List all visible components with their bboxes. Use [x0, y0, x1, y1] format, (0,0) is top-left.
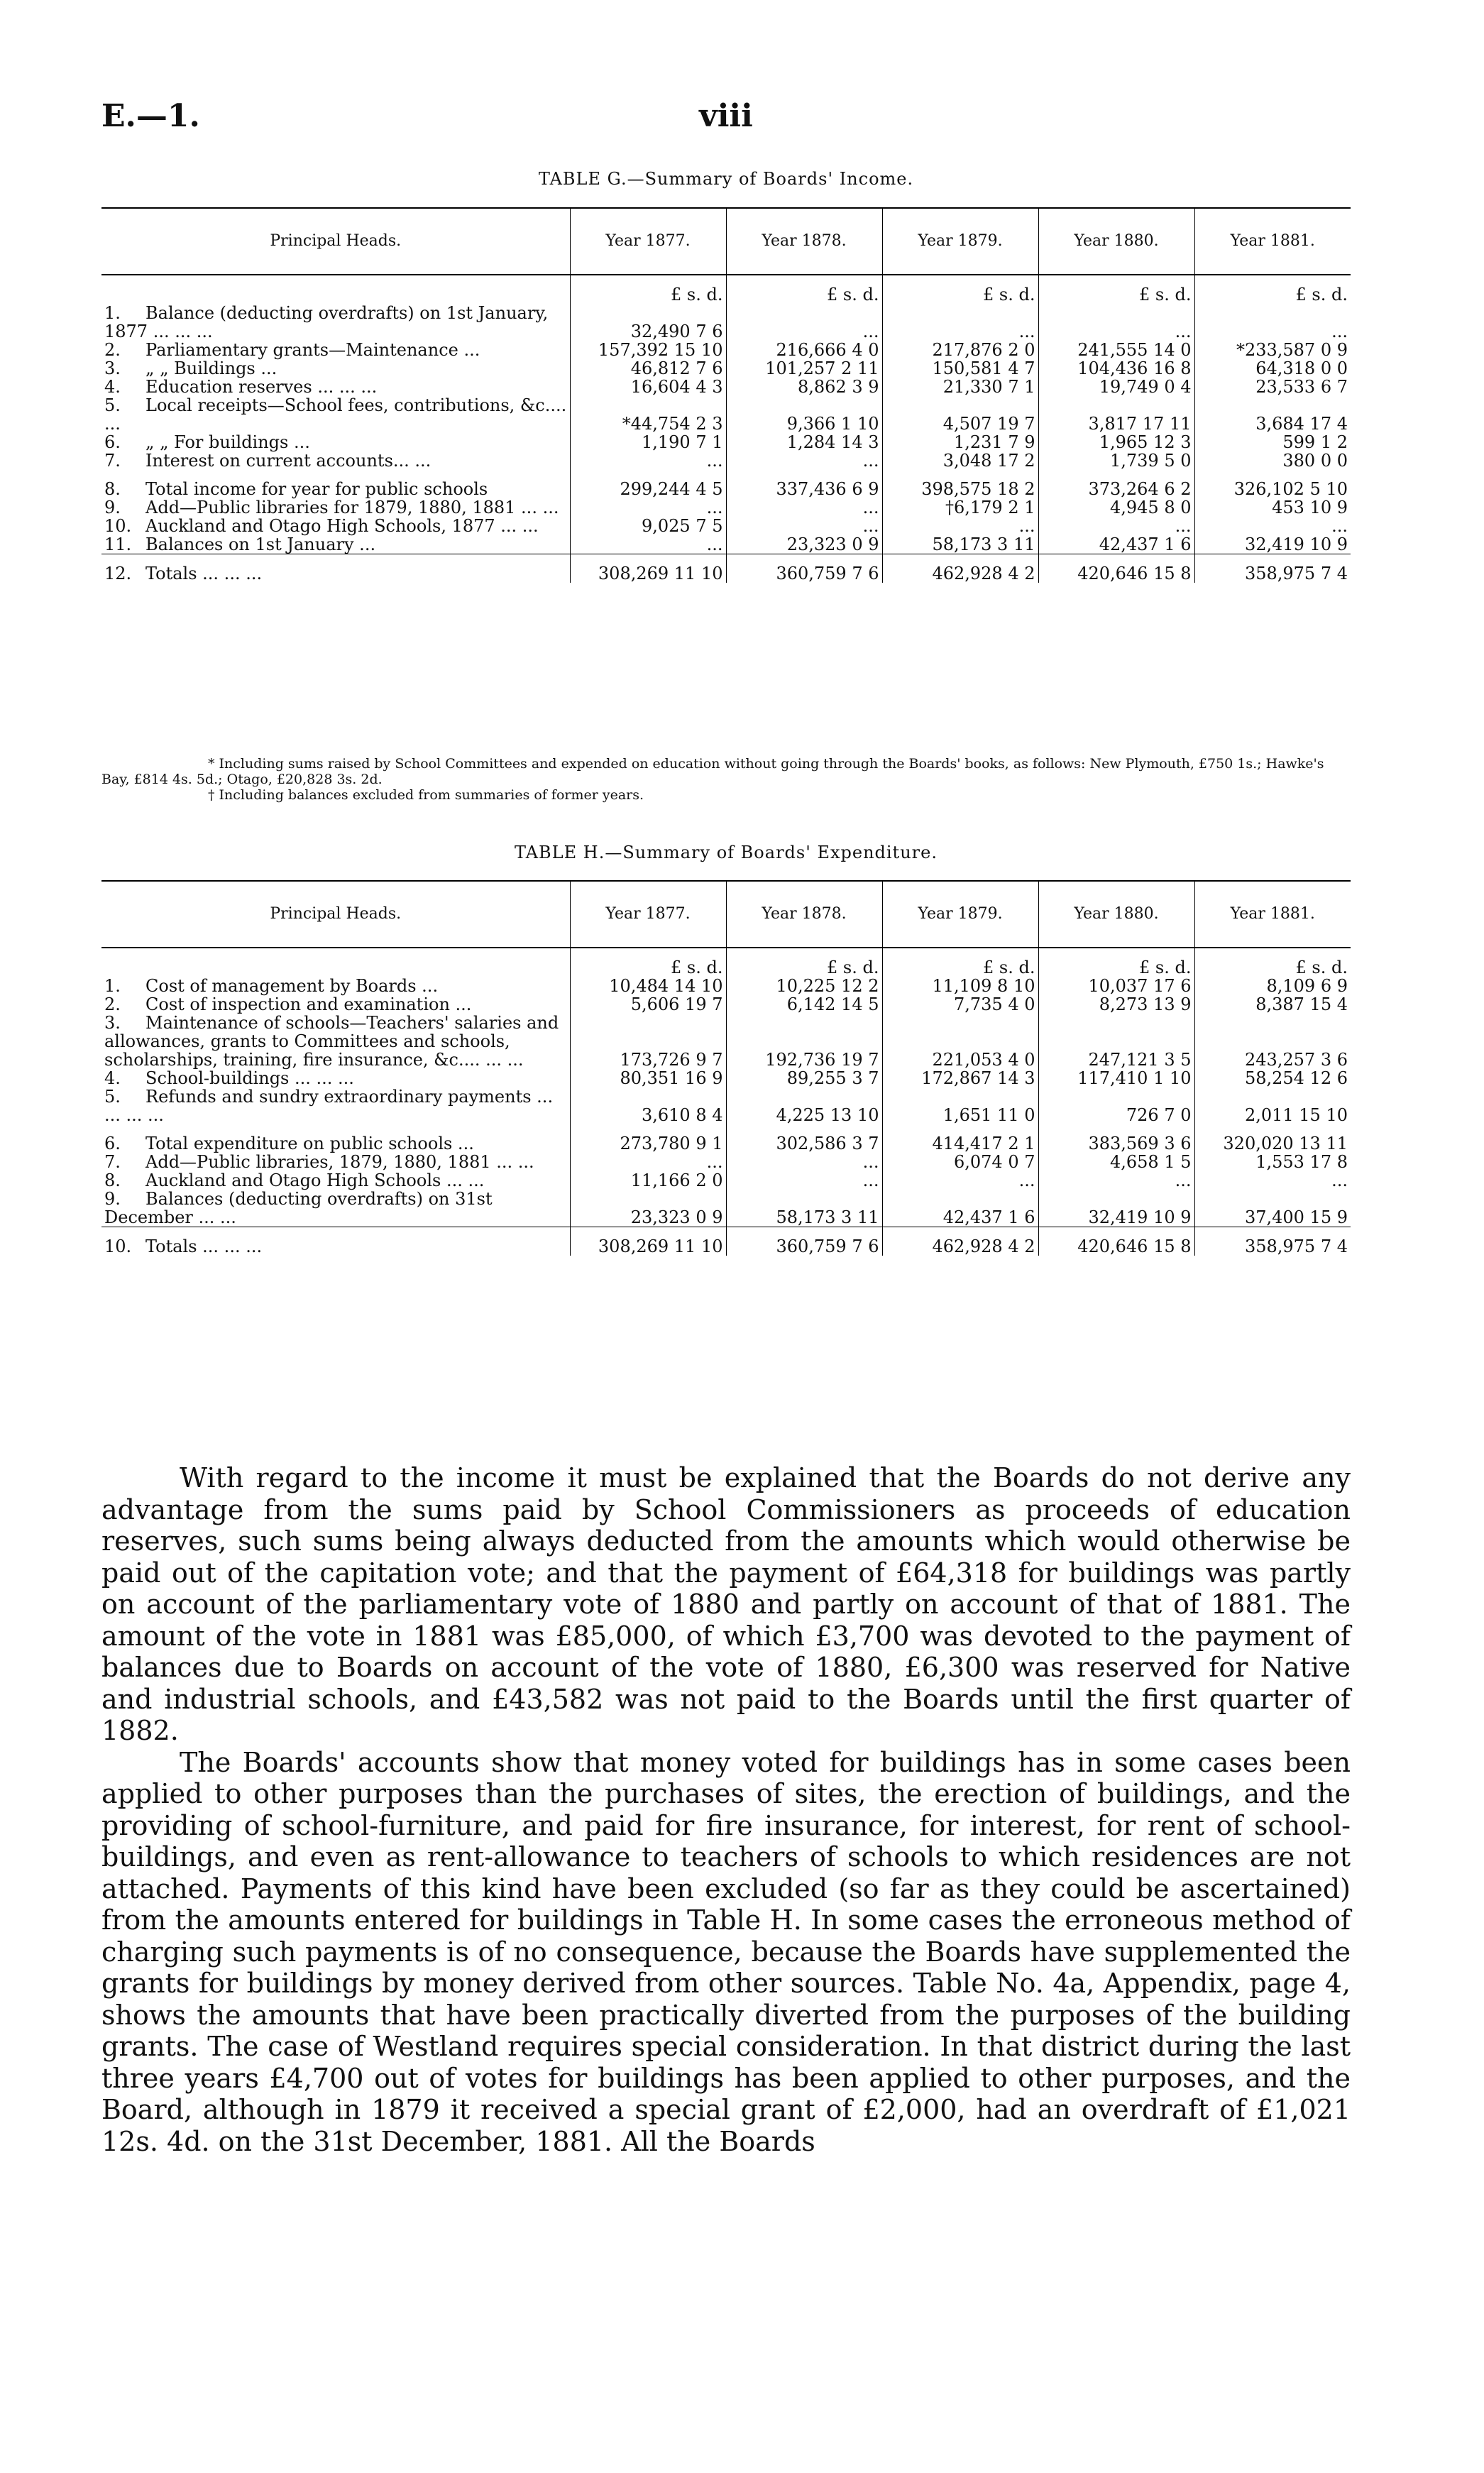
unit-label: £ s. d.: [726, 958, 882, 977]
table-row: [101, 1153, 1351, 1171]
cell: 3,684 17 4: [1194, 396, 1351, 433]
body-text: [101, 1462, 1351, 2157]
table-g: [101, 207, 1351, 583]
cell: 172,867 14 3: [882, 1069, 1038, 1087]
cell: 58,173 3 11: [726, 1190, 882, 1227]
cell: 217,876 2 0: [882, 341, 1038, 359]
table-row: [101, 1087, 1351, 1124]
page-number: viii: [699, 98, 753, 134]
cell: 243,257 3 6: [1194, 1014, 1351, 1069]
unit-label: £ s. d.: [1038, 958, 1194, 977]
paragraph: The Boards' accounts show that money voted for buildings has in some cases been applied to other purposes than the purchases of sites, the erection of buildings, and the providing of school-furniture, and paid for fire insurance, for interest, for rent of school-buildings, and even as rent-allowance to teachers of schools to which residences are not attached. Payments of this kind have been excluded (so far as they could be ascertained) from the amounts entered for buildings in Table H. In some cases the erroneous method of charging such payments is of no consequence, because the Boards have supplemented the grants for buildings by money derived from other sources. Table No. 4a, Appendix, page 4, shows the amounts that have been practically diverted from the purposes of the building grants. The case of Westland requires special consideration. In that district during the last three years £4,700 out of votes for buildings has been applied to other purposes, and the Board, although in 1879 it received a special grant of £2,000, had an overdraft of £1,021 12s. 4d. on the 31st December, 1881. All the Boards: [101, 1746, 1351, 2157]
cell: 4,658 1 5: [1038, 1153, 1194, 1171]
table-row: [101, 359, 1351, 378]
cell: 1,231 7 9: [882, 433, 1038, 451]
cell: 21,330 7 1: [882, 378, 1038, 396]
cell: ...: [570, 535, 726, 554]
cell: 1,739 5 0: [1038, 451, 1194, 470]
cell: 3,048 17 2: [882, 451, 1038, 470]
totals-row: [101, 1227, 1351, 1256]
cell: 10,225 12 2: [726, 977, 882, 995]
row-number: 2.: [104, 994, 121, 1014]
unit-label: £ s. d.: [882, 285, 1038, 304]
cell: ...: [1038, 304, 1194, 341]
row-label: Balances on 1st January ...: [145, 534, 376, 554]
col-year-1881: Year 1881.: [1194, 881, 1351, 948]
table-row: [101, 451, 1351, 470]
cell: 360,759 7 6: [726, 554, 882, 583]
cell: 101,257 2 11: [726, 359, 882, 378]
cell: 157,392 15 10: [570, 341, 726, 359]
row-label: Interest on current accounts... ...: [145, 451, 432, 471]
cell: 42,437 1 6: [1038, 535, 1194, 554]
row-number: 8.: [104, 1170, 121, 1190]
row-label: Auckland and Otago High Schools ... ...: [145, 1170, 485, 1190]
row-label: „ „ Buildings ...: [145, 358, 277, 378]
cell: 150,581 4 7: [882, 359, 1038, 378]
cell: 58,254 12 6: [1194, 1069, 1351, 1087]
cell: 3,610 8 4: [570, 1087, 726, 1124]
cell: 398,575 18 2: [882, 480, 1038, 498]
table-h: [101, 880, 1351, 1256]
cell: 23,323 0 9: [570, 1190, 726, 1227]
cell: 5,606 19 7: [570, 995, 726, 1014]
cell: ...: [726, 517, 882, 535]
table-row: [101, 341, 1351, 359]
cell: 6,142 14 5: [726, 995, 882, 1014]
table-row: [101, 977, 1351, 995]
cell: 58,173 3 11: [882, 535, 1038, 554]
row-number: 6.: [104, 1134, 121, 1153]
cell: ...: [570, 1153, 726, 1171]
row-number: 2.: [104, 340, 121, 360]
cell: 1,651 11 0: [882, 1087, 1038, 1124]
row-label: School-buildings ... ... ...: [145, 1068, 354, 1088]
row-number: 6.: [104, 432, 121, 452]
row-label: „ „ For buildings ...: [145, 432, 310, 452]
cell: 1,190 7 1: [570, 433, 726, 451]
row-number: 7.: [104, 451, 121, 471]
cell: ...: [882, 517, 1038, 535]
table-row: [101, 396, 1351, 433]
unit-label: £ s. d.: [1194, 958, 1351, 977]
table-row: [101, 517, 1351, 535]
row-number: 5.: [104, 395, 121, 415]
cell: 1,284 14 3: [726, 433, 882, 451]
row-label: Add—Public libraries for 1879, 1880, 1881 ... ...: [145, 498, 559, 517]
unit-label: £ s. d.: [1038, 285, 1194, 304]
row-label: Refunds and sundry extraordinary payments ... ... ... ...: [104, 1087, 554, 1125]
cell: 273,780 9 1: [570, 1134, 726, 1153]
cell: 10,484 14 10: [570, 977, 726, 995]
table-row: [101, 480, 1351, 498]
col-year-1880: Year 1880.: [1038, 208, 1194, 275]
cell: 32,419 10 9: [1038, 1190, 1194, 1227]
cell: 299,244 4 5: [570, 480, 726, 498]
cell: 380 0 0: [1194, 451, 1351, 470]
row-label: Add—Public libraries, 1879, 1880, 1881 ... ...: [145, 1152, 534, 1172]
col-principal-heads: Principal Heads.: [101, 881, 570, 948]
row-label: Total expenditure on public schools ...: [145, 1134, 474, 1153]
cell: ...: [726, 1171, 882, 1190]
row-number: 5.: [104, 1087, 121, 1107]
row-label: Education reserves ... ... ...: [145, 377, 378, 397]
table-h-header-row: [101, 881, 1351, 948]
row-label: Cost of inspection and examination ...: [145, 994, 472, 1014]
cell: 320,020 13 11: [1194, 1134, 1351, 1153]
cell: 302,586 3 7: [726, 1134, 882, 1153]
cell: 9,366 1 10: [726, 396, 882, 433]
unit-label: £ s. d.: [882, 958, 1038, 977]
cell: ...: [1038, 1171, 1194, 1190]
row-number: 3.: [104, 358, 121, 378]
table-row: [101, 535, 1351, 554]
cell: ...: [1194, 517, 1351, 535]
table-g-footnotes: [101, 756, 1351, 803]
paragraph: With regard to the income it must be explained that the Boards do not derive any advantage from the sums paid by School Commissioners as proceeds of education reserves, such sums being always deducted from the amounts which would otherwise be paid out of the capitation vote; and that the payment of £64,318 for buildings was partly on account of the parliamentary vote of 1880 and partly on account of that of 1881. The amount of the vote in 1881 was £85,000, of which £3,700 was devoted to the payment of balances due to Boards on account of the vote of 1880, £6,300 was reserved for Native and industrial schools, and £43,582 was not paid to the Boards until the first quarter of 1882.: [101, 1462, 1351, 1746]
cell: 247,121 3 5: [1038, 1014, 1194, 1069]
cell: 216,666 4 0: [726, 341, 882, 359]
table-g-title: TABLE G.—Summary of Boards' Income.: [538, 169, 914, 189]
cell: ...: [726, 451, 882, 470]
cell: ...: [882, 1171, 1038, 1190]
cell: 23,533 6 7: [1194, 378, 1351, 396]
cell: 8,387 15 4: [1194, 995, 1351, 1014]
cell: ...: [726, 1153, 882, 1171]
row-number: 1.: [104, 976, 121, 996]
unit-row: [101, 958, 1351, 977]
cell: 6,074 0 7: [882, 1153, 1038, 1171]
cell: *233,587 0 9: [1194, 341, 1351, 359]
table-h-title: TABLE H.—Summary of Boards' Expenditure.: [515, 843, 938, 862]
unit-label: £ s. d.: [1194, 285, 1351, 304]
row-label: Totals ... ... ...: [145, 564, 263, 583]
cell: 32,490 7 6: [570, 304, 726, 341]
row-label: Maintenance of schools—Teachers' salaries and allowances, grants to Committees and schools, scholarships, training, fire insurance, &c.... ... ...: [104, 1013, 559, 1070]
row-label: Cost of management by Boards ...: [145, 976, 439, 996]
cell: 326,102 5 10: [1194, 480, 1351, 498]
cell: 414,417 2 1: [882, 1134, 1038, 1153]
col-year-1879: Year 1879.: [882, 208, 1038, 275]
cell: 462,928 4 2: [882, 554, 1038, 583]
cell: 420,646 15 8: [1038, 1227, 1194, 1256]
cell: 46,812 7 6: [570, 359, 726, 378]
row-label: Parliamentary grants—Maintenance ...: [145, 340, 480, 360]
cell: 358,975 7 4: [1194, 554, 1351, 583]
cell: 383,569 3 6: [1038, 1134, 1194, 1153]
footnote: † Including balances excluded from summaries of former years.: [208, 787, 644, 803]
cell: 221,053 4 0: [882, 1014, 1038, 1069]
cell: 453 10 9: [1194, 498, 1351, 517]
col-year-1879: Year 1879.: [882, 881, 1038, 948]
cell: 192,736 19 7: [726, 1014, 882, 1069]
cell: 104,436 16 8: [1038, 359, 1194, 378]
cell: 37,400 15 9: [1194, 1190, 1351, 1227]
unit-label: £ s. d.: [570, 285, 726, 304]
cell: 23,323 0 9: [726, 535, 882, 554]
col-year-1878: Year 1878.: [726, 881, 882, 948]
cell: ...: [570, 451, 726, 470]
row-number: 4.: [104, 1068, 121, 1088]
table-row: [101, 433, 1351, 451]
table-row: [101, 1190, 1351, 1227]
row-number: 10.: [104, 516, 132, 536]
cell: †6,179 2 1: [882, 498, 1038, 517]
col-year-1881: Year 1881.: [1194, 208, 1351, 275]
cell: 1,965 12 3: [1038, 433, 1194, 451]
cell: 241,555 14 0: [1038, 341, 1194, 359]
cell: 1,553 17 8: [1194, 1153, 1351, 1171]
cell: 420,646 15 8: [1038, 554, 1194, 583]
cell: 11,109 8 10: [882, 977, 1038, 995]
cell: ...: [882, 304, 1038, 341]
col-year-1877: Year 1877.: [570, 881, 726, 948]
cell: 360,759 7 6: [726, 1227, 882, 1256]
row-number: 9.: [104, 498, 121, 517]
row-number: 7.: [104, 1152, 121, 1172]
cell: ...: [726, 304, 882, 341]
row-number: 9.: [104, 1189, 121, 1209]
row-label: Balances (deducting overdrafts) on 31st December ... ...: [104, 1189, 493, 1227]
row-number: 8.: [104, 479, 121, 499]
cell: 7,735 4 0: [882, 995, 1038, 1014]
cell: 10,037 17 6: [1038, 977, 1194, 995]
table-row: [101, 378, 1351, 396]
cell: ...: [1194, 1171, 1351, 1190]
row-label: Balance (deducting overdrafts) on 1st January, 1877 ... ... ...: [104, 303, 549, 341]
cell: 4,507 19 7: [882, 396, 1038, 433]
unit-label: £ s. d.: [726, 285, 882, 304]
cell: 462,928 4 2: [882, 1227, 1038, 1256]
cell: *44,754 2 3: [570, 396, 726, 433]
row-label: Auckland and Otago High Schools, 1877 ... ...: [145, 516, 539, 536]
cell: 599 1 2: [1194, 433, 1351, 451]
footnote: * Including sums raised by School Committees and expended on education without going through the Boards' books, as follows: New Plymouth, £750 1s.; Hawke's Bay, £814 4s. 5d.; Otago, £20,828 3s. 2d.: [101, 756, 1324, 787]
cell: 8,273 13 9: [1038, 995, 1194, 1014]
cell: ...: [570, 498, 726, 517]
cell: 32,419 10 9: [1194, 535, 1351, 554]
row-number: 10.: [104, 1236, 132, 1256]
row-number: 1.: [104, 303, 121, 323]
cell: 308,269 11 10: [570, 554, 726, 583]
row-label: Local receipts—School fees, contributions, &c.... ...: [104, 395, 567, 434]
table-row: [101, 498, 1351, 517]
cell: ...: [726, 498, 882, 517]
col-year-1880: Year 1880.: [1038, 881, 1194, 948]
table-row: [101, 1014, 1351, 1069]
cell: 4,225 13 10: [726, 1087, 882, 1124]
row-label: Totals ... ... ...: [145, 1236, 263, 1256]
cell: 11,166 2 0: [570, 1171, 726, 1190]
cell: 308,269 11 10: [570, 1227, 726, 1256]
row-number: 4.: [104, 377, 121, 397]
cell: 373,264 6 2: [1038, 480, 1194, 498]
cell: 117,410 1 10: [1038, 1069, 1194, 1087]
cell: 16,604 4 3: [570, 378, 726, 396]
cell: 4,945 8 0: [1038, 498, 1194, 517]
cell: 337,436 6 9: [726, 480, 882, 498]
cell: 42,437 1 6: [882, 1190, 1038, 1227]
cell: 9,025 7 5: [570, 517, 726, 535]
table-row: [101, 1171, 1351, 1190]
unit-label: £ s. d.: [570, 958, 726, 977]
cell: 726 7 0: [1038, 1087, 1194, 1124]
cell: 173,726 9 7: [570, 1014, 726, 1069]
cell: ...: [1038, 517, 1194, 535]
cell: 358,975 7 4: [1194, 1227, 1351, 1256]
row-number: 3.: [104, 1013, 121, 1033]
cell: 2,011 15 10: [1194, 1087, 1351, 1124]
cell: 3,817 17 11: [1038, 396, 1194, 433]
col-year-1877: Year 1877.: [570, 208, 726, 275]
page-header: [101, 98, 1351, 148]
table-row: [101, 304, 1351, 341]
cell: 80,351 16 9: [570, 1069, 726, 1087]
table-g-header-row: [101, 208, 1351, 275]
table-row: [101, 1134, 1351, 1153]
col-principal-heads: Principal Heads.: [101, 208, 570, 275]
cell: 89,255 3 7: [726, 1069, 882, 1087]
row-number: 11.: [104, 534, 132, 554]
cell: 19,749 0 4: [1038, 378, 1194, 396]
cell: 64,318 0 0: [1194, 359, 1351, 378]
cell: ...: [1194, 304, 1351, 341]
cell: 8,109 6 9: [1194, 977, 1351, 995]
col-year-1878: Year 1878.: [726, 208, 882, 275]
report-code: E.—1.: [101, 98, 200, 134]
table-row: [101, 1069, 1351, 1087]
cell: 8,862 3 9: [726, 378, 882, 396]
table-row: [101, 995, 1351, 1014]
row-label: Total income for year for public schools: [145, 479, 488, 499]
row-number: 12.: [104, 564, 132, 583]
unit-row: [101, 285, 1351, 304]
totals-row: [101, 554, 1351, 583]
